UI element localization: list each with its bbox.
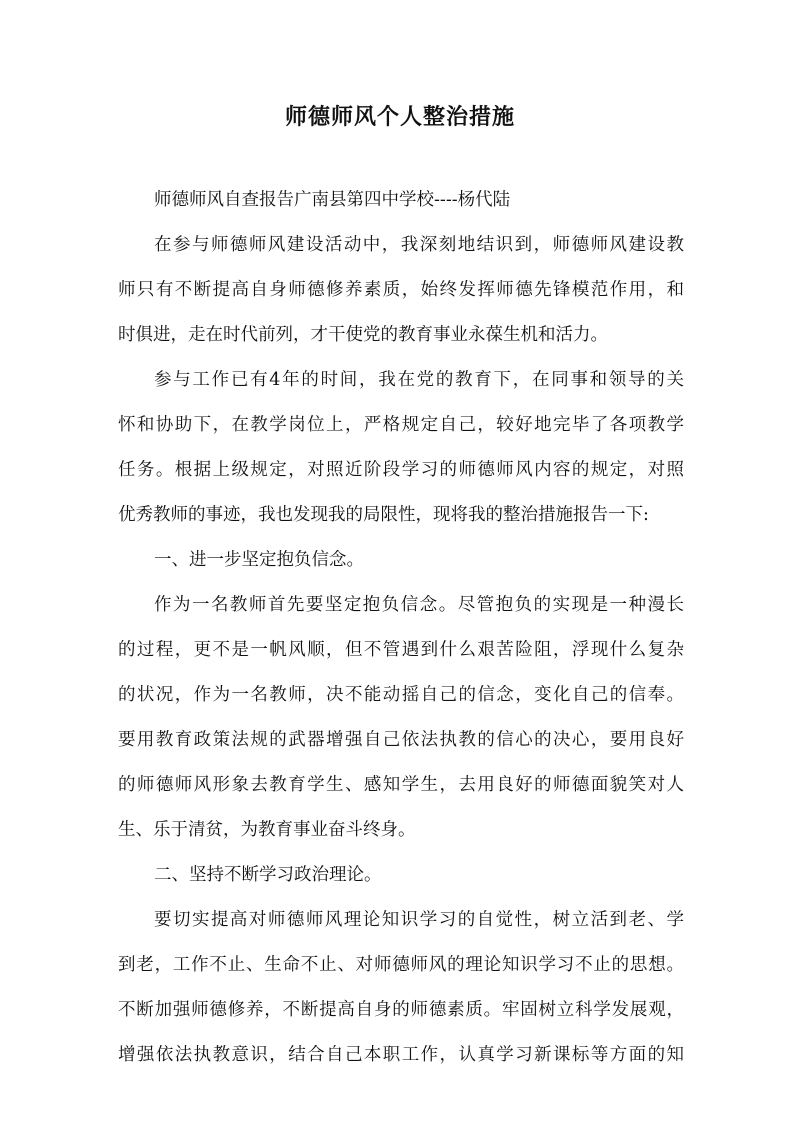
paragraph-line: 在参与师德师风建设活动中，我深刻地结识到，师德师风建设教 <box>154 235 684 255</box>
section-heading: 二、坚持不断学习政治理论。 <box>154 865 382 885</box>
paragraph-line: 到老，工作不止、生命不止、对师德师风的理论知识学习不止的思想。 <box>118 955 684 975</box>
paragraph-line: 要用教育政策法规的武器增强自己依法执教的信心的决心，要用良好 <box>118 730 684 750</box>
paragraph-line: 怀和协助下，在教学岗位上，严格规定自己，较好地完毕了各项教学 <box>118 415 684 435</box>
paragraph-line: 的状况，作为一名教师，决不能动摇自己的信念，变化自己的信奉。 <box>118 685 684 705</box>
paragraph-line: 不断加强师德修养，不断提高自身的师德素质。牢固树立科学发展观， <box>118 1000 684 1020</box>
document-title: 师德师风个人整治措施 <box>284 104 515 130</box>
paragraph-line: 生、乐于清贫，为教育事业奋斗终身。 <box>118 820 416 840</box>
section-heading: 一、进一步坚定抱负信念。 <box>154 550 364 570</box>
document-body <box>118 178 684 1078</box>
paragraph-line: 任务。根据上级规定，对照近阶段学习的师德师风内容的规定，对照 <box>118 460 684 480</box>
paragraph-line: 的过程，更不是一帆风顺，但不管遇到什么艰苦险阻，浮现什么复杂 <box>118 640 684 660</box>
paragraph-line: 参与工作已有4年的时间，我在党的教育下，在同事和领导的关 <box>154 370 684 390</box>
paragraph-line: 师只有不断提高自身师德修养素质，始终发挥师德先锋模范作用，和 <box>118 280 684 300</box>
paragraph-line: 作为一名教师首先要坚定抱负信念。尽管抱负的实现是一种漫长 <box>154 595 684 615</box>
paragraph-line: 的师德师风形象去教育学生、感知学生，去用良好的师德面貌笑对人 <box>118 775 684 795</box>
paragraph-line: 要切实提高对师德师风理论知识学习的自觉性，树立活到老、学 <box>154 910 684 930</box>
paragraph-line: 时俱进，走在时代前列，才干使党的教育事业永葆生机和活力。 <box>118 325 608 345</box>
paragraph-line: 优秀教师的事迹，我也发现我的局限性，现将我的整治措施报告一下: <box>118 505 649 525</box>
paragraph-line: 增强依法执教意识，结合自己本职工作，认真学习新课标等方面的知 <box>118 1045 684 1065</box>
paragraph-line: 师德师风自查报告广南县第四中学校----杨代陆 <box>154 190 511 210</box>
